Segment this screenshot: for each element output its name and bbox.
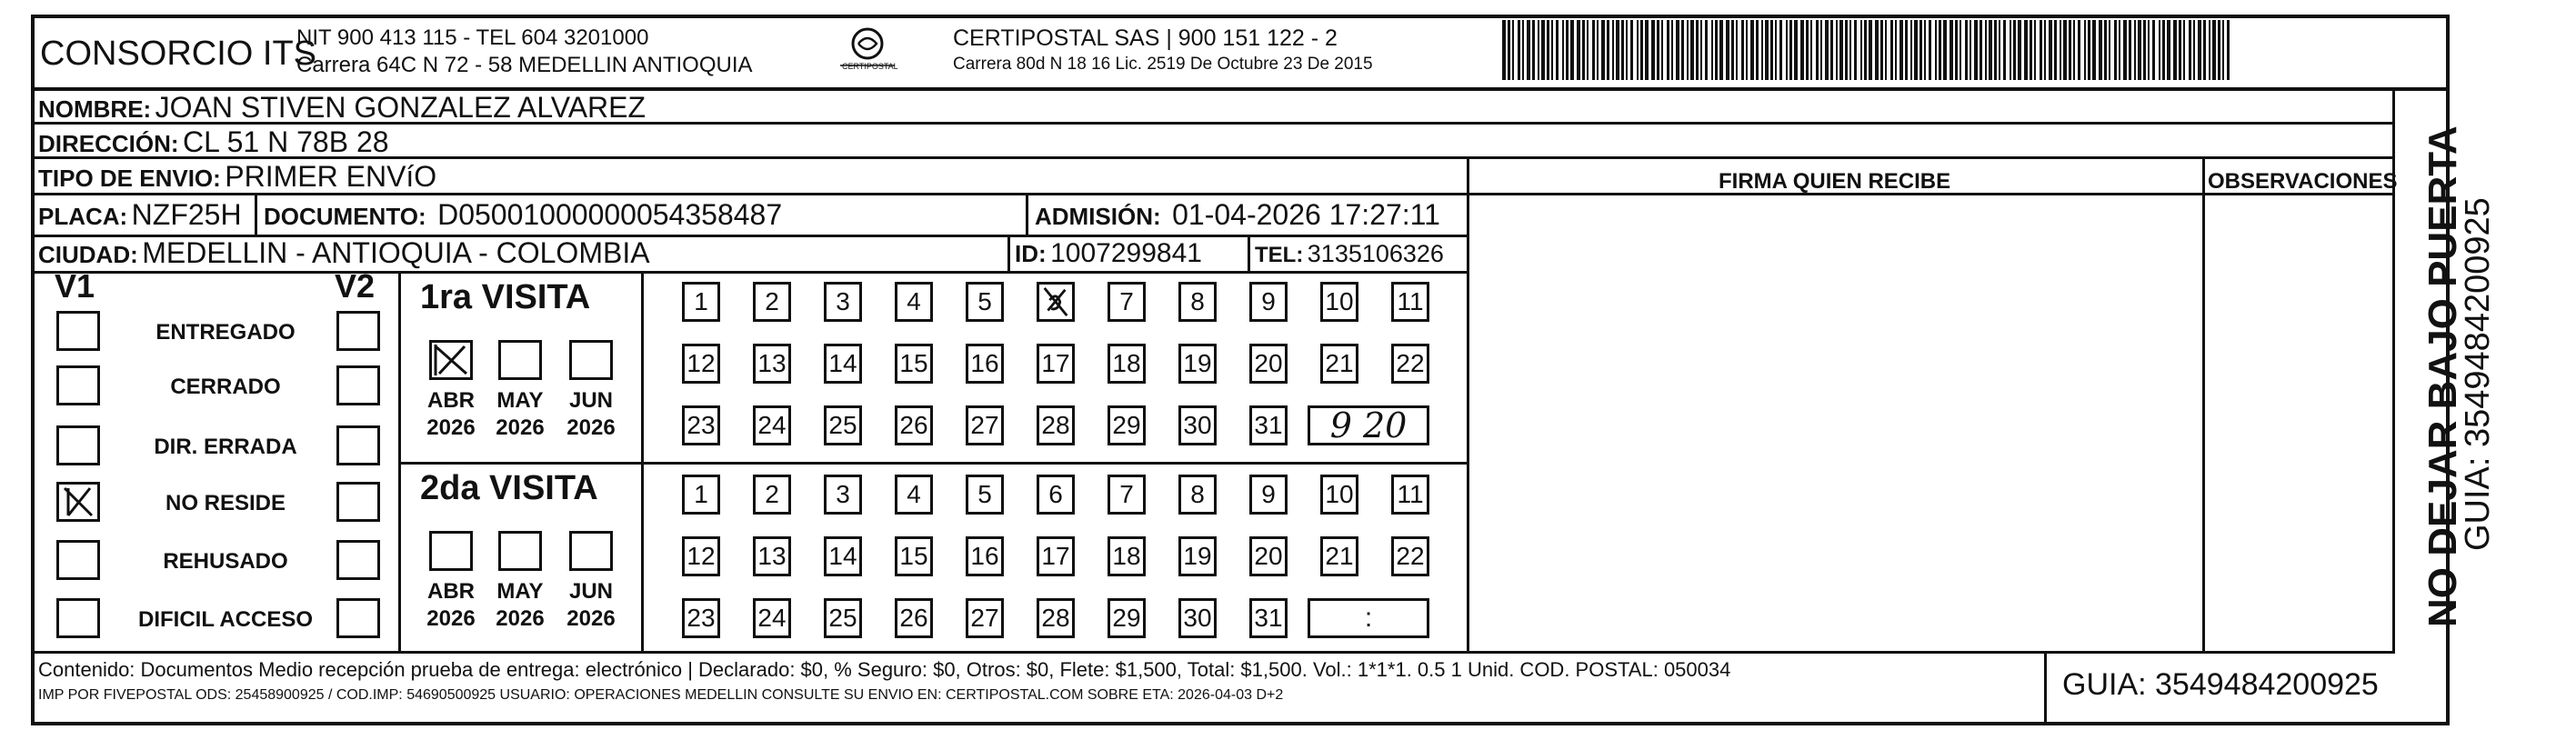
x-mark-icon: [59, 485, 97, 519]
day-box[interactable]: 5: [966, 475, 1004, 515]
day-box[interactable]: [1037, 282, 1075, 322]
day-box[interactable]: 22: [1391, 344, 1429, 384]
nombre-field: [38, 91, 646, 125]
footer-guia: GUIA: 3549484200925: [2062, 667, 2379, 702]
direccion-field: [38, 125, 389, 159]
cell-divider: [1026, 193, 1028, 235]
ciudad-label: CIUDAD:: [38, 241, 138, 268]
day-box[interactable]: 9: [1249, 475, 1288, 515]
footer-guia-divider: [2044, 651, 2047, 725]
day-box[interactable]: 17: [1037, 344, 1075, 384]
status-v1-checkbox[interactable]: [56, 365, 100, 405]
day-box[interactable]: 7: [1108, 475, 1146, 515]
nombre-label: NOMBRE:: [38, 95, 152, 123]
footer-meta: IMP POR FIVEPOSTAL ODS: 25458900925 / COD.IMP: 54690500925 USUARIO: OPERACIONES MEDELLIN CONSULTE SU ENVIO EN: CERTIPOSTAL.COM SOBRE ETA: 2026-04-03 D+2: [38, 687, 1284, 703]
tel-value: 3135106326: [1307, 240, 1444, 267]
company-name: CONSORCIO ITS: [40, 35, 317, 73]
month-checkbox-jun[interactable]: [569, 531, 613, 571]
carrier-license: Carrera 80d N 18 16 Lic. 2519 De Octubre 23 De 2015: [953, 55, 1373, 74]
day-box[interactable]: 8: [1178, 282, 1217, 322]
status-label: REHUSADO: [163, 549, 288, 574]
admision-field: [1035, 198, 1440, 232]
firma-header: FIRMA QUIEN RECIBE: [1719, 169, 1951, 194]
day-box[interactable]: 30: [1178, 405, 1217, 445]
company-address: Carrera 64C N 72 - 58 MEDELLIN ANTIOQUIA: [296, 53, 753, 77]
placa-label: PLACA:: [38, 203, 128, 230]
tipo-value: PRIMER ENVíO: [225, 160, 437, 193]
status-label: DIFICIL ACCESO: [137, 607, 313, 632]
month-checkbox-abr[interactable]: [429, 531, 473, 571]
visit1-title: 1ra VISITA: [420, 278, 591, 316]
tel-field: [1255, 240, 1444, 268]
visit2-time-placeholder: :: [1364, 603, 1373, 633]
day-box[interactable]: 21: [1320, 344, 1358, 384]
day-marked-icon: [1039, 284, 1072, 320]
obs-divider: [2202, 156, 2205, 651]
carrier-name: CERTIPOSTAL SAS | 900 151 122 - 2: [953, 25, 1338, 51]
day-box[interactable]: 13: [753, 536, 791, 576]
cell-divider: [255, 193, 257, 235]
status-label: DIR. ERRADA: [154, 435, 297, 459]
ciudad-field: [38, 236, 650, 270]
month-checkbox-may[interactable]: [498, 531, 542, 571]
logo-caption: CERTIPOSTAL: [842, 62, 898, 71]
admision-label: ADMISIÓN:: [1035, 203, 1161, 230]
day-box[interactable]: 12: [682, 344, 720, 384]
tel-label: TEL:: [1255, 243, 1304, 267]
id-value: 1007299841: [1050, 238, 1202, 268]
certipostal-logo: [835, 22, 900, 78]
day-box[interactable]: 4: [895, 282, 933, 322]
day-box[interactable]: 2: [753, 475, 791, 515]
day-box[interactable]: 15: [895, 344, 933, 384]
day-box[interactable]: 4: [895, 475, 933, 515]
day-box[interactable]: 31: [1249, 598, 1288, 638]
month-label: JUN: [568, 388, 613, 413]
side-warning: NO DEJAR BAJO PUERTA: [2421, 125, 2465, 627]
visit2-time-box[interactable]: [1308, 598, 1429, 638]
day-box[interactable]: 26: [895, 598, 933, 638]
v1-header: V1: [55, 267, 95, 305]
day-box[interactable]: 11: [1391, 282, 1429, 322]
v2-header: V2: [335, 267, 376, 305]
day-box[interactable]: 6: [1037, 475, 1075, 515]
day-box[interactable]: 19: [1178, 536, 1217, 576]
day-box[interactable]: 15: [895, 536, 933, 576]
day-box[interactable]: 27: [966, 598, 1004, 638]
cell-divider: [1007, 235, 1010, 271]
status-divider: [398, 271, 401, 651]
status-v2-checkbox[interactable]: [336, 365, 380, 405]
day-box[interactable]: 10: [1320, 475, 1358, 515]
tipo-field: [38, 160, 436, 194]
day-box[interactable]: 18: [1108, 344, 1146, 384]
x-mark-icon: [432, 343, 470, 377]
month-caption: [489, 578, 551, 633]
status-v2-checkbox[interactable]: [336, 425, 380, 465]
footer-content: Contenido: Documentos Medio recepción prueba de entrega: electrónico | Declarado: $0, % Seguro: $0, Otros: $0, Flete: $1,500, Total: $1,500. Vol.: 1*1*1. 0.5 1 Unid. COD. POSTAL: 050034: [38, 658, 1731, 681]
day-box[interactable]: 27: [966, 405, 1004, 445]
documento-label: DOCUMENTO:: [264, 203, 426, 230]
barcode-bar: [2227, 20, 2230, 80]
status-v2-checkbox[interactable]: [336, 311, 380, 351]
footer-divider: [31, 651, 2395, 654]
day-box[interactable]: 31: [1249, 405, 1288, 445]
visit1-time-value: 9 20: [1329, 405, 1408, 445]
month-label: ABR: [427, 579, 475, 604]
status-v1-checkbox[interactable]: [56, 482, 100, 522]
day-box[interactable]: 30: [1178, 598, 1217, 638]
month-checkbox-jun[interactable]: [569, 340, 613, 380]
year-label: 2026: [496, 606, 545, 631]
day-box[interactable]: 14: [824, 344, 862, 384]
documento-value: D05001000000054358487: [437, 198, 783, 231]
month-caption: [560, 578, 622, 633]
side-guia: GUIA: 3549484200925: [2459, 197, 2497, 551]
year-label: 2026: [566, 415, 616, 440]
day-box[interactable]: 24: [753, 405, 791, 445]
visit1-time-box[interactable]: [1308, 405, 1429, 445]
direccion-label: DIRECCIÓN:: [38, 130, 179, 157]
day-box[interactable]: 25: [824, 598, 862, 638]
id-field: [1015, 238, 1202, 269]
day-box[interactable]: 1: [682, 282, 720, 322]
month-label: MAY: [496, 388, 544, 413]
status-label: ENTREGADO: [155, 320, 296, 345]
month-label: MAY: [496, 579, 544, 604]
year-label: 2026: [496, 415, 545, 440]
year-label: 2026: [566, 606, 616, 631]
day-box[interactable]: 28: [1037, 598, 1075, 638]
status-v2-checkbox[interactable]: [336, 540, 380, 580]
day-box[interactable]: 20: [1249, 536, 1288, 576]
month-label: ABR: [427, 388, 475, 413]
day-box[interactable]: 3: [824, 282, 862, 322]
day-box[interactable]: 16: [966, 536, 1004, 576]
day-box[interactable]: 3: [824, 475, 862, 515]
month-checkbox-may[interactable]: [498, 340, 542, 380]
visit-divider: [641, 271, 644, 651]
visit2-title: 2da VISITA: [420, 469, 598, 507]
tipo-label: TIPO DE ENVIO:: [38, 165, 221, 192]
month-caption: [420, 387, 482, 442]
status-v1-checkbox[interactable]: [56, 540, 100, 580]
status-v1-checkbox[interactable]: [56, 598, 100, 638]
day-box[interactable]: 13: [753, 344, 791, 384]
day-box[interactable]: 28: [1037, 405, 1075, 445]
day-box[interactable]: 10: [1320, 282, 1358, 322]
day-box[interactable]: 29: [1108, 598, 1146, 638]
day-box[interactable]: 11: [1391, 475, 1429, 515]
day-box[interactable]: 22: [1391, 536, 1429, 576]
status-v1-checkbox[interactable]: [56, 425, 100, 465]
cell-divider: [1248, 235, 1250, 271]
documento-field: [264, 198, 782, 232]
day-box[interactable]: 23: [682, 405, 720, 445]
month-label: JUN: [568, 579, 613, 604]
day-box[interactable]: 20: [1249, 344, 1288, 384]
day-box[interactable]: 18: [1108, 536, 1146, 576]
status-v2-checkbox[interactable]: [336, 598, 380, 638]
day-box[interactable]: 8: [1178, 475, 1217, 515]
month-caption: [489, 387, 551, 442]
day-box[interactable]: 16: [966, 344, 1004, 384]
observaciones-header: OBSERVACIONES: [2208, 169, 2398, 194]
day-box[interactable]: 14: [824, 536, 862, 576]
day-box[interactable]: 23: [682, 598, 720, 638]
visit-split: [398, 462, 1469, 465]
direccion-value: CL 51 N 78B 28: [183, 125, 389, 158]
day-box[interactable]: 21: [1320, 536, 1358, 576]
day-box[interactable]: 2: [753, 282, 791, 322]
month-caption: [560, 387, 622, 442]
firma-divider: [1467, 156, 1469, 651]
placa-value: NZF25H: [131, 198, 242, 231]
company-nit: NIT 900 413 115 - TEL 604 3201000: [296, 25, 649, 50]
day-box[interactable]: 1: [682, 475, 720, 515]
id-label: ID:: [1015, 240, 1047, 267]
day-box[interactable]: 7: [1108, 282, 1146, 322]
day-box[interactable]: 26: [895, 405, 933, 445]
day-box[interactable]: 24: [753, 598, 791, 638]
day-box[interactable]: 12: [682, 536, 720, 576]
ciudad-value: MEDELLIN - ANTIOQUIA - COLOMBIA: [142, 236, 650, 269]
status-v2-checkbox[interactable]: [336, 482, 380, 522]
day-box[interactable]: 9: [1249, 282, 1288, 322]
year-label: 2026: [426, 606, 476, 631]
day-box[interactable]: 19: [1178, 344, 1217, 384]
placa-field: [38, 198, 242, 232]
day-box[interactable]: 29: [1108, 405, 1146, 445]
day-box[interactable]: 5: [966, 282, 1004, 322]
year-label: 2026: [426, 415, 476, 440]
status-label: CERRADO: [170, 375, 281, 399]
row-line: [31, 271, 1469, 274]
nombre-value: JOAN STIVEN GONZALEZ ALVAREZ: [155, 91, 647, 124]
barcode: [1502, 20, 2234, 80]
status-label: NO RESIDE: [165, 491, 286, 515]
day-box[interactable]: 25: [824, 405, 862, 445]
month-checkbox-abr[interactable]: [429, 340, 473, 380]
status-v1-checkbox[interactable]: [56, 311, 100, 351]
day-box[interactable]: 17: [1037, 536, 1075, 576]
admision-value: 01-04-2026 17:27:11: [1172, 198, 1440, 231]
month-caption: [420, 578, 482, 633]
